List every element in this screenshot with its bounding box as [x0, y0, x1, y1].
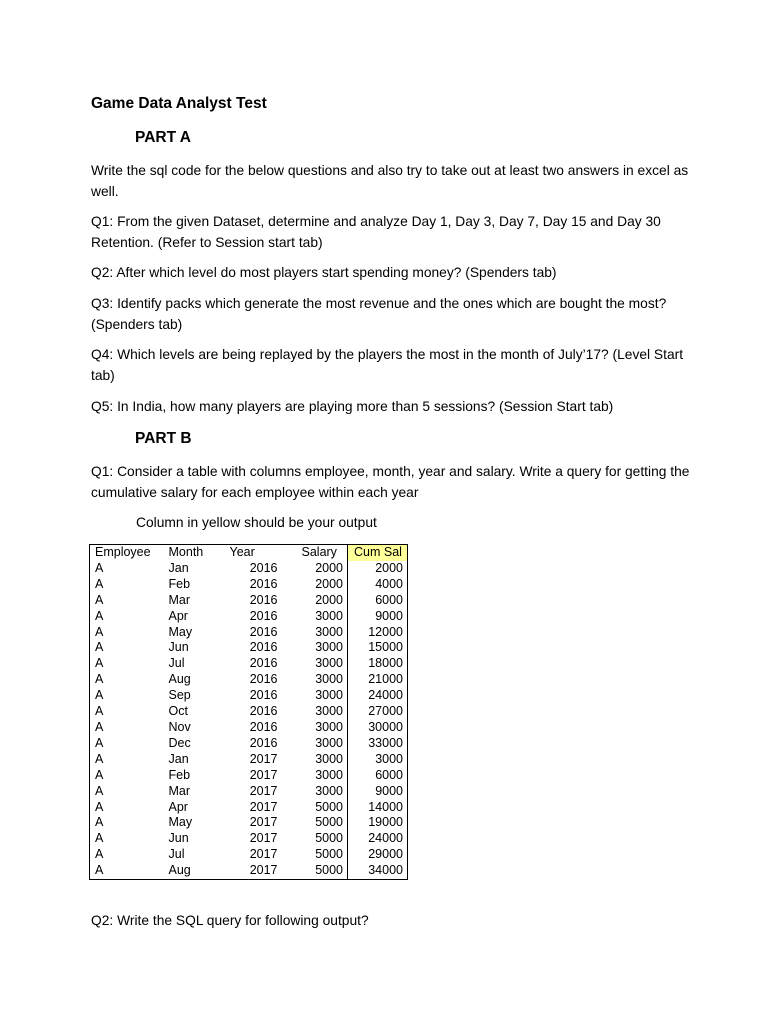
month-cell: Apr — [168, 608, 188, 623]
year-cell: 2017 — [249, 783, 278, 798]
month-cell: Mar — [168, 783, 191, 798]
salary-cell: 2000 — [315, 592, 343, 607]
part-a-question-2 — [91, 263, 691, 284]
question-text: After which level do most players start spending money? (Spenders tab) — [116, 265, 557, 280]
employee-cell: A — [95, 863, 104, 878]
salary-cell: 3000 — [315, 640, 343, 655]
table-output-note: Column in yellow should be your output — [136, 515, 377, 530]
month-cell: Jan — [168, 560, 189, 575]
part-a-intro: Write the sql code for the below questions and also try to take out at least two answers in excel as well. — [91, 163, 689, 199]
employee-cell: A — [95, 783, 104, 798]
month-cell: May — [168, 815, 193, 830]
question-text: Consider a table with columns employee, month, year and salary. Write a query for getting the cumulative salary for each employee within each year — [91, 464, 690, 500]
salary-cell: 3000 — [315, 608, 343, 623]
table-row — [90, 752, 408, 768]
table-header-row — [90, 545, 408, 561]
year-column-header: Year — [229, 545, 255, 559]
year-cell: 2016 — [249, 576, 278, 591]
cumulative-salary-cell: 29000 — [348, 847, 408, 863]
year-cell: 2017 — [249, 799, 278, 814]
year-cell: 2016 — [249, 735, 278, 750]
question-label: Q1: — [91, 214, 114, 229]
salary-cell: 2000 — [315, 576, 343, 591]
employee-cell: A — [95, 815, 104, 830]
month-cell: Feb — [168, 767, 191, 782]
month-cell: Aug — [168, 672, 191, 687]
employee-column-header: Employee — [95, 545, 151, 559]
employee-cell: A — [95, 624, 104, 639]
part-b-heading: PART B — [135, 430, 192, 447]
year-cell: 2017 — [249, 815, 278, 830]
table-row — [90, 625, 408, 641]
part-a-question-4 — [91, 345, 691, 386]
month-cell: Jun — [168, 831, 189, 846]
salary-cell: 3000 — [315, 783, 343, 798]
question-label: Q2: — [91, 265, 114, 280]
month-cell: May — [168, 624, 193, 639]
year-cell: 2016 — [249, 656, 278, 671]
table-row — [90, 784, 408, 800]
month-cell: Jun — [168, 640, 189, 655]
salary-cell: 3000 — [315, 672, 343, 687]
year-cell: 2016 — [249, 640, 278, 655]
salary-cell: 3000 — [315, 656, 343, 671]
document-title: Game Data Analyst Test — [91, 95, 267, 112]
employee-cell: A — [95, 831, 104, 846]
salary-column-header: Salary — [301, 545, 337, 559]
question-label: Q1: — [91, 464, 114, 479]
employee-cell: A — [95, 640, 104, 655]
table-row — [90, 863, 408, 879]
month-cell: Dec — [168, 735, 191, 750]
cumulative-salary-cell: 18000 — [348, 656, 408, 672]
month-cell: Nov — [168, 719, 191, 734]
table-row — [90, 720, 408, 736]
year-cell: 2017 — [249, 751, 278, 766]
table-row — [90, 815, 408, 831]
salary-cell: 3000 — [315, 704, 343, 719]
table-row — [90, 688, 408, 704]
question-text: Identify packs which generate the most revenue and the ones which are bought the most? (Spenders tab) — [91, 296, 667, 332]
cumulative-salary-cell: 3000 — [348, 752, 408, 768]
cumulative-salary-cell: 19000 — [348, 815, 408, 831]
employee-cell: A — [95, 672, 104, 687]
employee-cell: A — [95, 719, 104, 734]
cumulative-salary-cell: 33000 — [348, 736, 408, 752]
year-cell: 2017 — [249, 831, 278, 846]
table-row — [90, 609, 408, 625]
year-cell: 2016 — [249, 592, 278, 607]
year-cell: 2017 — [249, 847, 278, 862]
cumulative-salary-cell: 9000 — [348, 784, 408, 800]
question-label: Q4: — [91, 347, 114, 362]
year-cell: 2017 — [249, 863, 278, 878]
year-cell: 2016 — [249, 672, 278, 687]
part-a-question-5 — [91, 397, 691, 418]
part-a-heading: PART A — [135, 129, 191, 146]
employee-cell: A — [95, 751, 104, 766]
salary-cell: 3000 — [315, 719, 343, 734]
year-cell: 2016 — [249, 624, 278, 639]
cumulative-salary-cell: 27000 — [348, 704, 408, 720]
employee-cell: A — [95, 560, 104, 575]
salary-cell: 5000 — [315, 815, 343, 830]
cumulative-salary-cell: 12000 — [348, 625, 408, 641]
salary-cell: 5000 — [315, 799, 343, 814]
table-row — [90, 593, 408, 609]
employee-cell: A — [95, 767, 104, 782]
month-cell: Feb — [168, 576, 191, 591]
question-label: Q2: — [91, 913, 114, 928]
month-cell: Aug — [168, 863, 191, 878]
employee-cell: A — [95, 592, 104, 607]
question-text: In India, how many players are playing more than 5 sessions? (Session Start tab) — [117, 399, 614, 414]
table-row — [90, 831, 408, 847]
month-cell: Apr — [168, 799, 188, 814]
salary-cell: 5000 — [315, 831, 343, 846]
employee-cell: A — [95, 799, 104, 814]
question-text: Write the SQL query for following output? — [117, 913, 369, 928]
cumulative-salary-cell: 30000 — [348, 720, 408, 736]
table-body — [90, 561, 408, 880]
month-cell: Jul — [168, 656, 185, 671]
salary-cell: 3000 — [315, 735, 343, 750]
table-row — [90, 704, 408, 720]
month-cell: Jan — [168, 751, 189, 766]
year-cell: 2016 — [249, 704, 278, 719]
employee-cell: A — [95, 576, 104, 591]
cumulative-salary-cell: 2000 — [348, 561, 408, 577]
cumulative-salary-cell: 24000 — [348, 831, 408, 847]
month-cell: Oct — [168, 704, 188, 719]
employee-cell: A — [95, 608, 104, 623]
month-cell: Mar — [168, 592, 191, 607]
employee-cell: A — [95, 735, 104, 750]
cumulative-salary-cell: 21000 — [348, 672, 408, 688]
year-cell: 2016 — [249, 719, 278, 734]
part-a-question-1 — [91, 212, 691, 253]
salary-cell: 5000 — [315, 863, 343, 878]
cumulative-salary-cell: 34000 — [348, 863, 408, 879]
table-row — [90, 768, 408, 784]
cumulative-salary-cell: 9000 — [348, 609, 408, 625]
employee-cell: A — [95, 656, 104, 671]
table-row — [90, 847, 408, 863]
year-cell: 2016 — [249, 688, 278, 703]
question-text: Which levels are being replayed by the players the most in the month of July’17? (Level Start tab) — [91, 347, 684, 383]
year-cell: 2016 — [249, 560, 278, 575]
cumulative-salary-cell: 14000 — [348, 800, 408, 816]
cumulative-salary-cell: 6000 — [348, 593, 408, 609]
cumulative-salary-cell: 15000 — [348, 640, 408, 656]
employee-cell: A — [95, 688, 104, 703]
cumulative-salary-column-header: Cum Sal — [348, 545, 408, 561]
cumulative-salary-table — [89, 544, 408, 880]
month-column-header: Month — [168, 545, 204, 559]
year-cell: 2017 — [249, 767, 278, 782]
month-cell: Sep — [168, 688, 191, 703]
part-a-question-3 — [91, 294, 691, 335]
table-row — [90, 656, 408, 672]
cumulative-salary-cell: 4000 — [348, 577, 408, 593]
question-text: From the given Dataset, determine and analyze Day 1, Day 3, Day 7, Day 15 and Day 30 Retention. (Refer to Session start tab) — [91, 214, 661, 250]
employee-cell: A — [95, 704, 104, 719]
salary-cell: 3000 — [315, 751, 343, 766]
salary-cell: 5000 — [315, 847, 343, 862]
salary-cell: 3000 — [315, 767, 343, 782]
part-b-question-2 — [91, 911, 369, 931]
employee-cell: A — [95, 847, 104, 862]
question-label: Q3: — [91, 296, 114, 311]
month-cell: Jul — [168, 847, 185, 862]
table-row — [90, 672, 408, 688]
cumulative-salary-cell: 24000 — [348, 688, 408, 704]
table-row — [90, 561, 408, 577]
table-row — [90, 640, 408, 656]
cumulative-salary-cell: 6000 — [348, 768, 408, 784]
salary-cell: 3000 — [315, 624, 343, 639]
salary-cell: 3000 — [315, 688, 343, 703]
year-cell: 2016 — [249, 608, 278, 623]
salary-cell: 2000 — [315, 560, 343, 575]
part-b-question-1 — [91, 462, 691, 503]
question-label: Q5: — [91, 399, 114, 414]
table-row — [90, 800, 408, 816]
table-row — [90, 736, 408, 752]
table-row — [90, 577, 408, 593]
